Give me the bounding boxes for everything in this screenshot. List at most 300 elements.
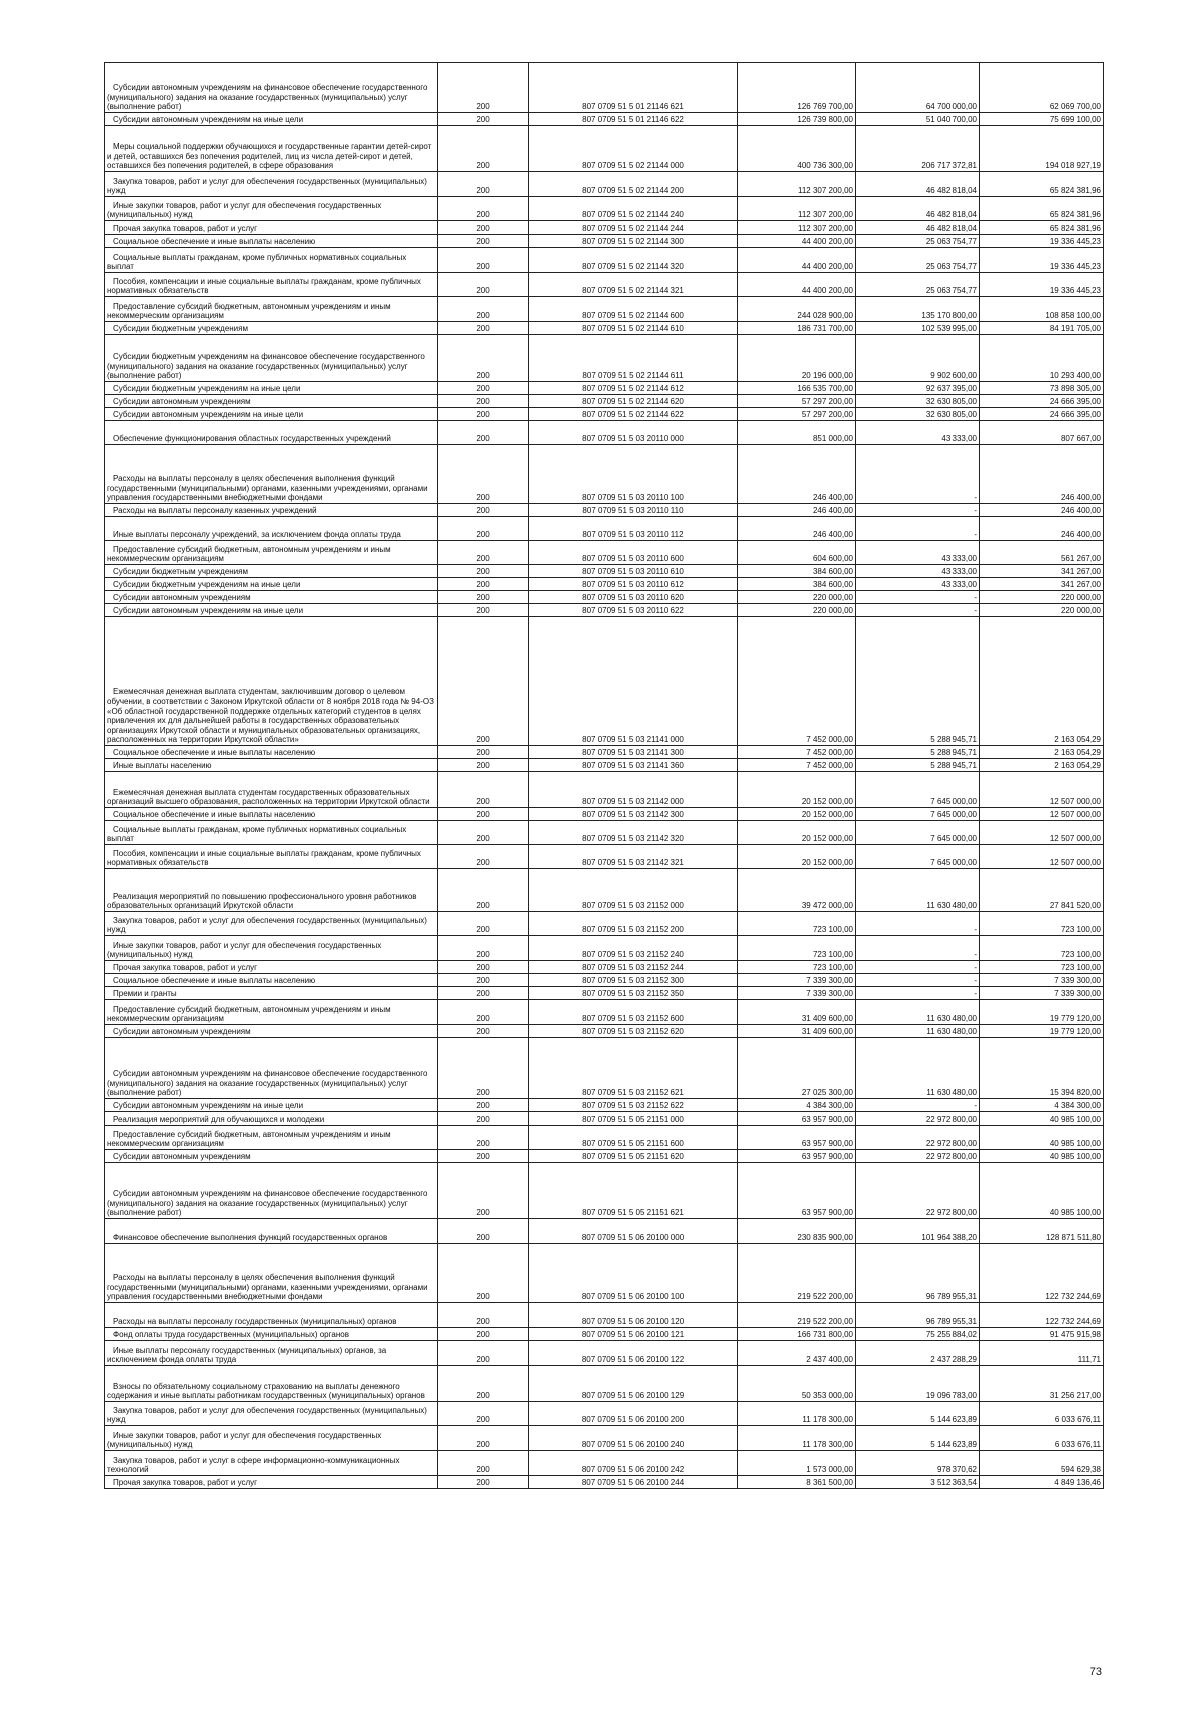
row-line-code: 200 <box>438 1099 529 1112</box>
table-row <box>105 221 1104 235</box>
row-line-code: 200 <box>438 126 529 172</box>
row-executed-amount: 43 333,00 <box>856 565 980 578</box>
row-name <box>105 322 438 335</box>
row-unexecuted-amount: 2 163 054,29 <box>980 759 1104 772</box>
row-executed-amount: 96 789 955,31 <box>856 1244 980 1303</box>
row-unexecuted-amount: 91 475 915,98 <box>980 1328 1104 1341</box>
row-budget-code: 807 0709 51 5 03 21141 300 <box>529 746 738 759</box>
row-executed-amount: 43 333,00 <box>856 541 980 565</box>
row-budget-code: 807 0709 51 5 02 21144 620 <box>529 395 738 408</box>
row-unexecuted-amount: 341 267,00 <box>980 578 1104 591</box>
row-unexecuted-amount: 19 779 120,00 <box>980 1000 1104 1025</box>
row-executed-amount: 9 902 600,00 <box>856 335 980 382</box>
table-row <box>105 1112 1104 1126</box>
row-name-text: Предоставление субсидий бюджетным, автономным учреждениям и иным некоммерческим организациям <box>107 301 391 321</box>
row-name <box>105 1000 438 1025</box>
row-budget-code: 807 0709 51 5 06 20100 244 <box>529 1476 738 1489</box>
row-name-text: Субсидии бюджетным учреждениям на иные цели <box>113 580 301 590</box>
table-row <box>105 604 1104 617</box>
row-approved-amount: 11 178 300,00 <box>738 1426 856 1451</box>
table-row <box>105 273 1104 297</box>
row-approved-amount: 112 307 200,00 <box>738 197 856 221</box>
row-approved-amount: 166 535 700,00 <box>738 382 856 395</box>
row-approved-amount: 112 307 200,00 <box>738 172 856 197</box>
row-line-code: 200 <box>438 1244 529 1303</box>
row-unexecuted-amount: 7 339 300,00 <box>980 987 1104 1000</box>
row-name-text: Иные закупки товаров, работ и услуг для обеспечения государственных (муниципальных) нужд <box>107 940 382 960</box>
row-executed-amount: - <box>856 936 980 961</box>
row-line-code: 200 <box>438 235 529 248</box>
row-name <box>105 1025 438 1038</box>
row-approved-amount: 7 452 000,00 <box>738 617 856 746</box>
row-line-code: 200 <box>438 617 529 746</box>
row-executed-amount: 135 170 800,00 <box>856 297 980 322</box>
row-unexecuted-amount: 723 100,00 <box>980 936 1104 961</box>
row-budget-code: 807 0709 51 5 02 21144 200 <box>529 172 738 197</box>
row-name <box>105 845 438 869</box>
row-approved-amount: 219 522 200,00 <box>738 1303 856 1328</box>
row-unexecuted-amount: 220 000,00 <box>980 604 1104 617</box>
row-name-text: Иные закупки товаров, работ и услуг для обеспечения государственных (муниципальных) нужд <box>107 1430 382 1450</box>
row-line-code: 200 <box>438 936 529 961</box>
row-unexecuted-amount: 561 267,00 <box>980 541 1104 565</box>
row-executed-amount: - <box>856 504 980 517</box>
row-line-code: 200 <box>438 1163 529 1219</box>
row-executed-amount: 5 144 623,89 <box>856 1402 980 1426</box>
table-row <box>105 1219 1104 1244</box>
row-approved-amount: 20 152 000,00 <box>738 808 856 821</box>
table-row <box>105 1163 1104 1219</box>
row-name-text: Фонд оплаты труда государственных (муниципальных) органов <box>113 1330 349 1340</box>
row-name <box>105 408 438 421</box>
row-name <box>105 578 438 591</box>
row-name <box>105 821 438 845</box>
row-name <box>105 541 438 565</box>
row-executed-amount: 32 630 805,00 <box>856 395 980 408</box>
row-name-text: Иные выплаты персоналу учреждений, за исключением фонда оплаты труда <box>113 530 401 540</box>
row-line-code: 200 <box>438 273 529 297</box>
row-executed-amount: 3 512 363,54 <box>856 1476 980 1489</box>
row-name-text: Меры социальной поддержки обучающихся и государственные гарантии детей-сирот и детей, оставшихся без попечения родителей, лиц из числа детей-сирот и детей, оставшихся без попечения родителей, в сфере образования <box>107 142 432 171</box>
table-row <box>105 248 1104 273</box>
table-row <box>105 1303 1104 1328</box>
row-line-code: 200 <box>438 172 529 197</box>
row-name <box>105 504 438 517</box>
row-name-text: Реализация мероприятий по повышению профессионального уровня работников образовательных организаций Иркутской области <box>107 891 417 911</box>
table-row <box>105 772 1104 808</box>
row-unexecuted-amount: 12 507 000,00 <box>980 772 1104 808</box>
row-budget-code: 807 0709 51 5 01 21146 622 <box>529 113 738 126</box>
table-body <box>105 63 1104 1489</box>
row-approved-amount: 7 452 000,00 <box>738 746 856 759</box>
row-unexecuted-amount: 40 985 100,00 <box>980 1126 1104 1150</box>
row-name-text: Расходы на выплаты персоналу государственных (муниципальных) органов <box>113 1317 397 1327</box>
row-approved-amount: 63 957 900,00 <box>738 1126 856 1150</box>
table-row <box>105 421 1104 445</box>
row-executed-amount: 22 972 800,00 <box>856 1150 980 1163</box>
row-name <box>105 395 438 408</box>
row-unexecuted-amount: 2 163 054,29 <box>980 617 1104 746</box>
row-unexecuted-amount: 31 256 217,00 <box>980 1366 1104 1402</box>
row-name <box>105 869 438 912</box>
row-budget-code: 807 0709 51 5 03 21152 000 <box>529 869 738 912</box>
row-unexecuted-amount: 723 100,00 <box>980 961 1104 974</box>
row-executed-amount: 19 096 783,00 <box>856 1366 980 1402</box>
row-budget-code: 807 0709 51 5 03 20110 620 <box>529 591 738 604</box>
row-approved-amount: 126 739 800,00 <box>738 113 856 126</box>
row-name-text: Субсидии автономным учреждениям на иные цели <box>113 115 304 125</box>
row-approved-amount: 20 196 000,00 <box>738 335 856 382</box>
table-row <box>105 1038 1104 1099</box>
table-row <box>105 808 1104 821</box>
row-line-code: 200 <box>438 421 529 445</box>
row-executed-amount: 7 645 000,00 <box>856 808 980 821</box>
row-executed-amount: - <box>856 961 980 974</box>
row-unexecuted-amount: 73 898 305,00 <box>980 382 1104 395</box>
row-line-code: 200 <box>438 1025 529 1038</box>
row-executed-amount: 5 288 945,71 <box>856 746 980 759</box>
row-name-text: Прочая закупка товаров, работ и услуг <box>113 1478 258 1488</box>
row-executed-amount: - <box>856 604 980 617</box>
row-line-code: 200 <box>438 845 529 869</box>
row-name-text: Расходы на выплаты персоналу в целях обеспечения выполнения функций государственными (муниципальными) органами, казенными учреждениями, органами управления государственными внебюджетными фондами <box>107 474 428 503</box>
row-name-text: Субсидии автономным учреждениям <box>113 1027 251 1037</box>
row-name-text: Социальное обеспечение и иные выплаты населению <box>113 976 316 986</box>
row-line-code: 200 <box>438 1150 529 1163</box>
row-approved-amount: 723 100,00 <box>738 961 856 974</box>
table-row <box>105 541 1104 565</box>
row-line-code: 200 <box>438 248 529 273</box>
row-line-code: 200 <box>438 1303 529 1328</box>
row-name <box>105 617 438 746</box>
row-approved-amount: 8 361 500,00 <box>738 1476 856 1489</box>
row-name-text: Прочая закупка товаров, работ и услуг <box>113 963 258 973</box>
row-name-text: Субсидии бюджетным учреждениям на финансовое обеспечение государственного (муниципального) задания на оказание государственных (муниципальных) услуг (выполнение работ) <box>107 352 425 381</box>
page-number: 73 <box>1089 1666 1102 1678</box>
table-row <box>105 517 1104 541</box>
row-name <box>105 1038 438 1099</box>
row-name-text: Субсидии автономным учреждениям на финансовое обеспечение государственного (муниципального) задания на оказание государственных (муниципальных) услуг (выполнение работ) <box>107 1189 428 1218</box>
row-executed-amount: 46 482 818,04 <box>856 221 980 235</box>
row-name-text: Иные закупки товаров, работ и услуг для обеспечения государственных (муниципальных) нужд <box>107 200 382 220</box>
row-name-text: Социальные выплаты гражданам, кроме публичных нормативных социальных выплат <box>107 824 407 844</box>
row-executed-amount: 75 255 884,02 <box>856 1328 980 1341</box>
row-executed-amount: 92 637 395,00 <box>856 382 980 395</box>
row-budget-code: 807 0709 51 5 02 21144 244 <box>529 221 738 235</box>
row-name-text: Обеспечение функционирования областных государственных учреждений <box>113 434 391 444</box>
row-budget-code: 807 0709 51 5 06 20100 122 <box>529 1341 738 1366</box>
row-executed-amount: - <box>856 445 980 504</box>
row-budget-code: 807 0709 51 5 02 21144 612 <box>529 382 738 395</box>
row-executed-amount: 22 972 800,00 <box>856 1126 980 1150</box>
row-unexecuted-amount: 40 985 100,00 <box>980 1150 1104 1163</box>
row-budget-code: 807 0709 51 5 05 21151 600 <box>529 1126 738 1150</box>
row-approved-amount: 44 400 200,00 <box>738 248 856 273</box>
row-line-code: 200 <box>438 604 529 617</box>
row-approved-amount: 220 000,00 <box>738 604 856 617</box>
row-name <box>105 1112 438 1126</box>
row-executed-amount: 101 964 388,20 <box>856 1219 980 1244</box>
row-line-code: 200 <box>438 322 529 335</box>
row-approved-amount: 63 957 900,00 <box>738 1112 856 1126</box>
row-budget-code: 807 0709 51 5 03 21152 300 <box>529 974 738 987</box>
row-approved-amount: 604 600,00 <box>738 541 856 565</box>
row-approved-amount: 400 736 300,00 <box>738 126 856 172</box>
row-unexecuted-amount: 594 629,38 <box>980 1451 1104 1476</box>
row-name <box>105 335 438 382</box>
row-approved-amount: 166 731 800,00 <box>738 1328 856 1341</box>
row-executed-amount: - <box>856 591 980 604</box>
row-budget-code: 807 0709 51 5 02 21144 611 <box>529 335 738 382</box>
row-name <box>105 248 438 273</box>
row-name <box>105 974 438 987</box>
row-line-code: 200 <box>438 297 529 322</box>
row-name-text: Иные выплаты населению <box>113 761 212 771</box>
row-name <box>105 772 438 808</box>
row-budget-code: 807 0709 51 5 02 21144 000 <box>529 126 738 172</box>
row-approved-amount: 44 400 200,00 <box>738 235 856 248</box>
row-name <box>105 1476 438 1489</box>
row-budget-code: 807 0709 51 5 06 20100 129 <box>529 1366 738 1402</box>
row-line-code: 200 <box>438 1451 529 1476</box>
row-unexecuted-amount: 220 000,00 <box>980 591 1104 604</box>
budget-execution-table <box>104 62 1104 1489</box>
row-approved-amount: 31 409 600,00 <box>738 1025 856 1038</box>
row-approved-amount: 246 400,00 <box>738 445 856 504</box>
row-line-code: 200 <box>438 541 529 565</box>
table-row <box>105 1366 1104 1402</box>
row-line-code: 200 <box>438 987 529 1000</box>
row-budget-code: 807 0709 51 5 06 20100 200 <box>529 1402 738 1426</box>
row-name <box>105 1402 438 1426</box>
row-name <box>105 1150 438 1163</box>
table-row <box>105 961 1104 974</box>
row-line-code: 200 <box>438 113 529 126</box>
row-approved-amount: 20 152 000,00 <box>738 845 856 869</box>
row-budget-code: 807 0709 51 5 06 20100 100 <box>529 1244 738 1303</box>
row-name <box>105 235 438 248</box>
table-row <box>105 1000 1104 1025</box>
row-unexecuted-amount: 122 732 244,69 <box>980 1244 1104 1303</box>
row-name <box>105 113 438 126</box>
row-name-text: Реализация мероприятий для обучающихся и молодежи <box>113 1115 325 1125</box>
row-name <box>105 961 438 974</box>
row-approved-amount: 384 600,00 <box>738 578 856 591</box>
row-line-code: 200 <box>438 1328 529 1341</box>
row-executed-amount: 11 630 480,00 <box>856 869 980 912</box>
row-name-text: Финансовое обеспечение выполнения функций государственных органов <box>113 1233 388 1243</box>
row-line-code: 200 <box>438 591 529 604</box>
row-approved-amount: 246 400,00 <box>738 504 856 517</box>
row-line-code: 200 <box>438 221 529 235</box>
row-executed-amount: 64 700 000,00 <box>856 63 980 113</box>
row-budget-code: 807 0709 51 5 03 21142 300 <box>529 808 738 821</box>
row-approved-amount: 31 409 600,00 <box>738 1000 856 1025</box>
row-executed-amount: 43 333,00 <box>856 421 980 445</box>
row-name <box>105 273 438 297</box>
row-budget-code: 807 0709 51 5 03 20110 112 <box>529 517 738 541</box>
row-executed-amount: - <box>856 517 980 541</box>
row-executed-amount: - <box>856 912 980 936</box>
row-executed-amount: 5 144 623,89 <box>856 1426 980 1451</box>
row-unexecuted-amount: 27 841 520,00 <box>980 869 1104 912</box>
row-name <box>105 1328 438 1341</box>
row-name <box>105 1099 438 1112</box>
row-line-code: 200 <box>438 408 529 421</box>
row-name-text: Субсидии бюджетным учреждениям <box>113 324 248 334</box>
row-unexecuted-amount: 65 824 381,96 <box>980 197 1104 221</box>
row-budget-code: 807 0709 51 5 02 21144 320 <box>529 248 738 273</box>
table-row <box>105 912 1104 936</box>
table-row <box>105 335 1104 382</box>
row-executed-amount: 206 717 372,81 <box>856 126 980 172</box>
row-name-text: Закупка товаров, работ и услуг в сфере информационно-коммуникационных технологий <box>107 1455 400 1475</box>
row-name <box>105 912 438 936</box>
row-unexecuted-amount: 15 394 820,00 <box>980 1038 1104 1099</box>
row-name <box>105 1366 438 1402</box>
row-name <box>105 987 438 1000</box>
table-row <box>105 974 1104 987</box>
row-name-text: Субсидии автономным учреждениям на иные цели <box>113 410 304 420</box>
row-approved-amount: 7 339 300,00 <box>738 987 856 1000</box>
row-budget-code: 807 0709 51 5 03 20110 622 <box>529 604 738 617</box>
row-unexecuted-amount: 111,71 <box>980 1341 1104 1366</box>
row-approved-amount: 57 297 200,00 <box>738 395 856 408</box>
row-name-text: Субсидии автономным учреждениям на финансовое обеспечение государственного (муниципального) задания на оказание государственных (муниципальных) услуг (выполнение работ) <box>107 83 428 112</box>
row-line-code: 200 <box>438 517 529 541</box>
row-executed-amount: 11 630 480,00 <box>856 1000 980 1025</box>
row-unexecuted-amount: 10 293 400,00 <box>980 335 1104 382</box>
row-line-code: 200 <box>438 821 529 845</box>
row-name-text: Предоставление субсидий бюджетным, автономным учреждениям и иным некоммерческим организациям <box>107 1129 391 1149</box>
row-name-text: Социальное обеспечение и иные выплаты населению <box>113 237 316 247</box>
table-row <box>105 1025 1104 1038</box>
table-row <box>105 235 1104 248</box>
row-name-text: Предоставление субсидий бюджетным, автономным учреждениям и иным некоммерческим организациям <box>107 1004 391 1024</box>
table-row <box>105 172 1104 197</box>
row-unexecuted-amount: 2 163 054,29 <box>980 746 1104 759</box>
row-executed-amount: 978 370,62 <box>856 1451 980 1476</box>
row-name <box>105 445 438 504</box>
row-budget-code: 807 0709 51 5 01 21146 621 <box>529 63 738 113</box>
row-executed-amount: 5 288 945,71 <box>856 759 980 772</box>
row-budget-code: 807 0709 51 5 03 20110 000 <box>529 421 738 445</box>
row-name <box>105 1163 438 1219</box>
table-row <box>105 126 1104 172</box>
row-name <box>105 382 438 395</box>
row-approved-amount: 384 600,00 <box>738 565 856 578</box>
row-unexecuted-amount: 194 018 927,19 <box>980 126 1104 172</box>
row-approved-amount: 20 152 000,00 <box>738 821 856 845</box>
row-unexecuted-amount: 12 507 000,00 <box>980 821 1104 845</box>
row-approved-amount: 723 100,00 <box>738 936 856 961</box>
row-approved-amount: 851 000,00 <box>738 421 856 445</box>
row-executed-amount: 7 645 000,00 <box>856 845 980 869</box>
row-approved-amount: 220 000,00 <box>738 591 856 604</box>
row-line-code: 200 <box>438 1126 529 1150</box>
row-approved-amount: 44 400 200,00 <box>738 273 856 297</box>
row-budget-code: 807 0709 51 5 03 21152 600 <box>529 1000 738 1025</box>
row-name <box>105 1126 438 1150</box>
row-budget-code: 807 0709 51 5 02 21144 600 <box>529 297 738 322</box>
row-line-code: 200 <box>438 1476 529 1489</box>
table-row <box>105 1244 1104 1303</box>
row-line-code: 200 <box>438 197 529 221</box>
row-executed-amount: 22 972 800,00 <box>856 1112 980 1126</box>
row-budget-code: 807 0709 51 5 03 21152 200 <box>529 912 738 936</box>
row-line-code: 200 <box>438 1000 529 1025</box>
row-budget-code: 807 0709 51 5 06 20100 240 <box>529 1426 738 1451</box>
row-unexecuted-amount: 246 400,00 <box>980 445 1104 504</box>
row-name-text: Закупка товаров, работ и услуг для обеспечения государственных (муниципальных) нужд <box>107 176 427 196</box>
row-executed-amount: 43 333,00 <box>856 578 980 591</box>
row-name <box>105 1451 438 1476</box>
table-row <box>105 197 1104 221</box>
row-line-code: 200 <box>438 1341 529 1366</box>
row-name <box>105 746 438 759</box>
table-row <box>105 1451 1104 1476</box>
row-budget-code: 807 0709 51 5 03 21142 320 <box>529 821 738 845</box>
row-executed-amount: 22 972 800,00 <box>856 1163 980 1219</box>
row-name <box>105 1426 438 1451</box>
row-budget-code: 807 0709 51 5 05 21151 621 <box>529 1163 738 1219</box>
row-unexecuted-amount: 122 732 244,69 <box>980 1303 1104 1328</box>
row-name-text: Ежемесячная денежная выплата студентам, заключившим договор о целевом обучении, в соответствии с Законом Иркутской области от 8 ноября 2018 года № 94-ОЗ «Об областной государственной поддержке отдельных категорий студентов в целях привлечения их для дальнейшей работы в государственных образовательных организациях Иркутской области и муниципальных образовательных организациях, расположенных на территории Иркутской области» <box>107 687 434 745</box>
row-approved-amount: 7 452 000,00 <box>738 759 856 772</box>
table-row <box>105 1476 1104 1489</box>
row-name <box>105 517 438 541</box>
row-executed-amount: 25 063 754,77 <box>856 248 980 273</box>
row-name <box>105 221 438 235</box>
row-line-code: 200 <box>438 578 529 591</box>
row-approved-amount: 126 769 700,00 <box>738 63 856 113</box>
row-name-text: Расходы на выплаты персоналу казенных учреждений <box>113 506 317 516</box>
row-line-code: 200 <box>438 1038 529 1099</box>
row-budget-code: 807 0709 51 5 05 21151 000 <box>529 1112 738 1126</box>
row-name <box>105 1244 438 1303</box>
row-approved-amount: 112 307 200,00 <box>738 221 856 235</box>
row-line-code: 200 <box>438 772 529 808</box>
row-unexecuted-amount: 6 033 676,11 <box>980 1426 1104 1451</box>
row-name-text: Субсидии автономным учреждениям на финансовое обеспечение государственного (муниципального) задания на оказание государственных (муниципальных) услуг (выполнение работ) <box>107 1069 428 1098</box>
row-name <box>105 936 438 961</box>
row-unexecuted-amount: 65 824 381,96 <box>980 172 1104 197</box>
row-line-code: 200 <box>438 961 529 974</box>
row-name <box>105 63 438 113</box>
row-line-code: 200 <box>438 746 529 759</box>
row-unexecuted-amount: 4 849 136,46 <box>980 1476 1104 1489</box>
table-row <box>105 63 1104 113</box>
row-budget-code: 807 0709 51 5 03 21142 000 <box>529 772 738 808</box>
row-name-text: Закупка товаров, работ и услуг для обеспечения государственных (муниципальных) нужд <box>107 915 427 935</box>
table-row <box>105 1426 1104 1451</box>
row-line-code: 200 <box>438 1112 529 1126</box>
row-budget-code: 807 0709 51 5 03 21152 622 <box>529 1099 738 1112</box>
table-row <box>105 746 1104 759</box>
row-budget-code: 807 0709 51 5 03 21152 240 <box>529 936 738 961</box>
table-row <box>105 1099 1104 1112</box>
row-name <box>105 1219 438 1244</box>
row-budget-code: 807 0709 51 5 06 20100 120 <box>529 1303 738 1328</box>
row-budget-code: 807 0709 51 5 03 20110 612 <box>529 578 738 591</box>
row-name-text: Субсидии бюджетным учреждениям на иные цели <box>113 384 301 394</box>
row-budget-code: 807 0709 51 5 03 20110 110 <box>529 504 738 517</box>
row-line-code: 200 <box>438 63 529 113</box>
row-approved-amount: 186 731 700,00 <box>738 322 856 335</box>
row-line-code: 200 <box>438 395 529 408</box>
table-row <box>105 1126 1104 1150</box>
table-row <box>105 408 1104 421</box>
